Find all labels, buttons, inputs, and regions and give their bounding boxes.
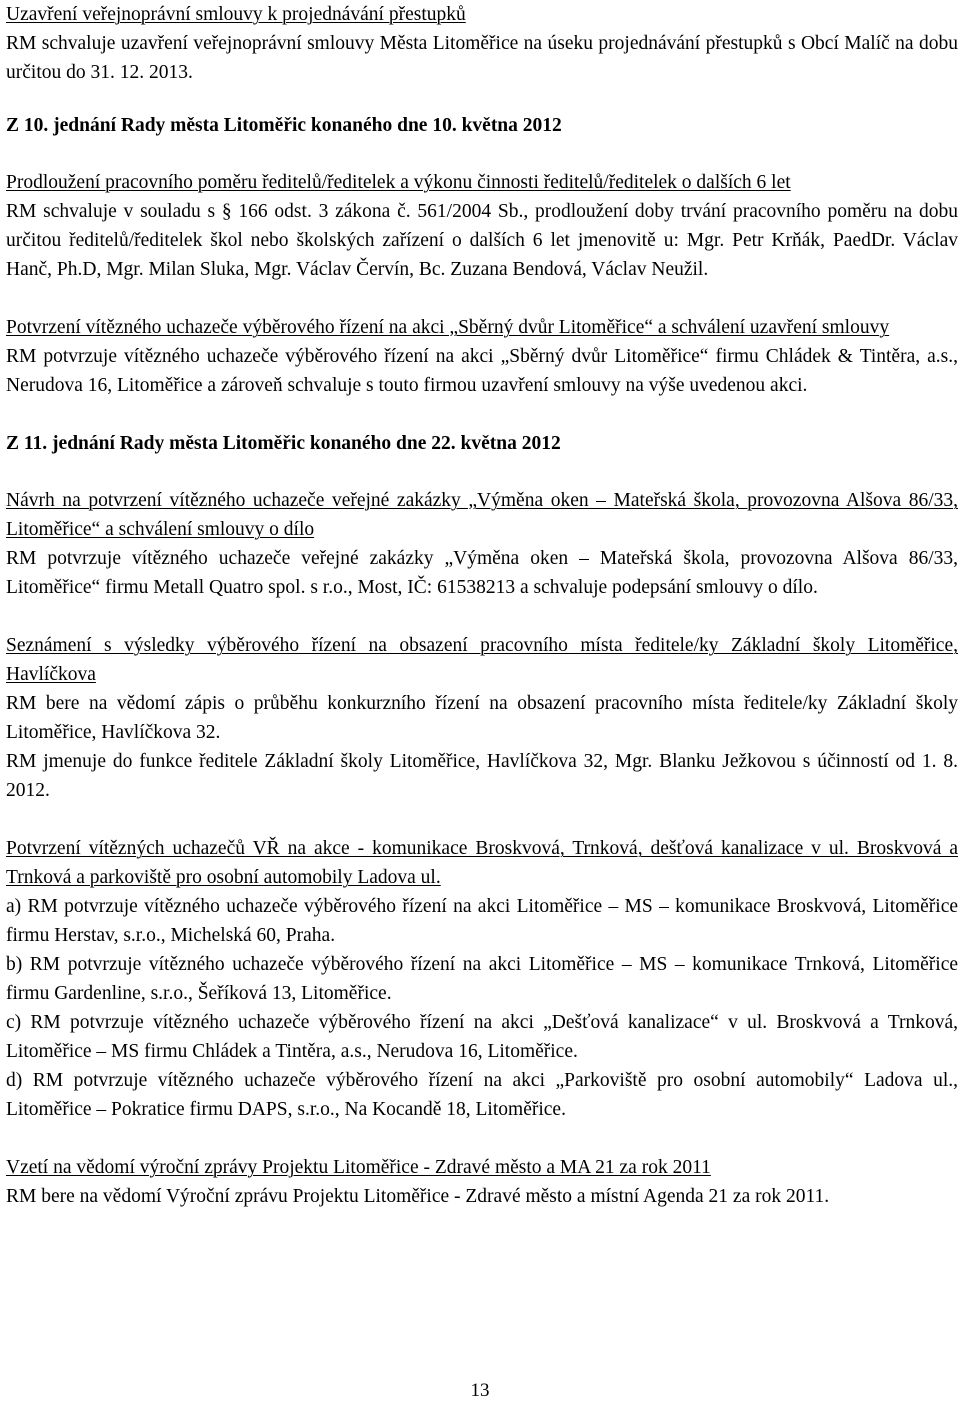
section-sberny-dvur <box>6 313 958 400</box>
section-zdrave-mesto <box>6 1153 958 1211</box>
section-title: Potvrzení vítězných uchazečů VŘ na akce - komunikace Broskvová, Trnková, dešťová kanalizace v ul. Broskvová a Trnková a parkoviště pro osobní automobily Ladova ul. <box>6 838 958 888</box>
section-title: Seznámení s výsledky výběrového řízení na obsazení pracovního místa ředitele/ky Základní školy Litoměřice, Havlíčkova <box>6 635 958 685</box>
resolution-item: c) RM potvrzuje vítězného uchazeče výběrového řízení na akci „Dešťová kanalizace“ v ul. Broskvová a Trnková, Litoměřice – MS firmu Chládek a Tintěra, a.s., Nerudova 16, Litoměřice. <box>6 1012 958 1062</box>
section-title: Návrh na potvrzení vítězného uchazeče veřejné zakázky „Výměna oken – Mateřská škola, provozovna Alšova 86/33, Litoměřice“ a schválení smlouvy o dílo <box>6 490 958 540</box>
resolution-item: b) RM potvrzuje vítězného uchazeče výběrového řízení na akci Litoměřice – MS – komunikace Trnková, Litoměřice firmu Gardenline, s.r.o., Šeříková 13, Litoměřice. <box>6 954 958 1004</box>
section-smlouva-prestupky <box>6 0 958 87</box>
resolution-text: RM bere na vědomí Výroční zprávu Projektu Litoměřice - Zdravé město a místní Agenda 21 za rok 2011. <box>6 1186 830 1207</box>
meeting-heading-11: Z 11. jednání Rady města Litoměřic konaného dne 22. května 2012 <box>6 433 561 454</box>
resolution-item: a) RM potvrzuje vítězného uchazeče výběrového řízení na akci Litoměřice – MS – komunikace Broskvová, Litoměřice firmu Herstav, s.r.o., Michelská 60, Praha. <box>6 896 958 946</box>
section-title: Prodloužení pracovního poměru ředitelů/ředitelek a výkonu činnosti ředitelů/ředitelek o dalších 6 let <box>6 172 791 193</box>
resolution-text: RM jmenuje do funkce ředitele Základní školy Litoměřice, Havlíčkova 32, Mgr. Blanku Ježkovou s účinností od 1. 8. 2012. <box>6 751 958 801</box>
page-number: 13 <box>470 1380 490 1401</box>
resolution-text: RM potvrzuje vítězného uchazeče veřejné zakázky „Výměna oken – Mateřská škola, provozovna Alšova 86/33, Litoměřice“ firmu Metall Quatro spol. s r.o., Most, IČ: 61538213 a schvaluje podepsání smlouvy o dílo. <box>6 548 958 598</box>
resolution-text: RM bere na vědomí zápis o průběhu konkurzního řízení na obsazení pracovního místa ředitele/ky Základní školy Litoměřice, Havlíčkova 32. <box>6 693 958 743</box>
section-vymena-oken <box>6 486 958 602</box>
section-title: Uzavření veřejnoprávní smlouvy k projednávání přestupků <box>6 4 466 25</box>
section-reditel-zs-havlickova <box>6 631 958 805</box>
section-title: Potvrzení vítězného uchazeče výběrového řízení na akci „Sběrný dvůr Litoměřice“ a schválení uzavření smlouvy <box>6 317 890 338</box>
section-prodlouzeni-reditelu <box>6 168 958 284</box>
resolution-text: RM potvrzuje vítězného uchazeče výběrového řízení na akci „Sběrný dvůr Litoměřice“ firmu Chládek & Tintěra, a.s., Nerudova 16, Litoměřice a zároveň schvaluje s touto firmou uzavření smlouvy na výše uvedenou akci. <box>6 346 958 396</box>
document-page <box>6 0 958 1211</box>
meeting-heading-10: Z 10. jednání Rady města Litoměřic konaného dne 10. května 2012 <box>6 115 562 136</box>
resolution-text: RM schvaluje uzavření veřejnoprávní smlouvy Města Litoměřice na úseku projednávání přestupků s Obcí Malíč na dobu určitou do 31. 12. 2013. <box>6 33 958 83</box>
resolution-item: d) RM potvrzuje vítězného uchazeče výběrového řízení na akci „Parkoviště pro osobní automobily“ Ladova ul., Litoměřice – Pokratice firmu DAPS, s.r.o., Na Kocandě 18, Litoměřice. <box>6 1070 958 1120</box>
section-title: Vzetí na vědomí výroční zprávy Projektu Litoměřice - Zdravé město a MA 21 za rok 2011 <box>6 1157 711 1178</box>
section-komunikace-broskvova <box>6 834 958 1124</box>
resolution-text: RM schvaluje v souladu s § 166 odst. 3 zákona č. 561/2004 Sb., prodloužení doby trvání pracovního poměru na dobu určitou ředitelů/ředitelek škol nebo školských zařízení o dalších 6 let jmenovitě u: Mgr. Petr Krňák, PaedDr. Václav Hanč, Ph.D, Mgr. Milan Sluka, Mgr. Václav Červín, Bc. Zuzana Bendová, Václav Neužil. <box>6 201 958 280</box>
